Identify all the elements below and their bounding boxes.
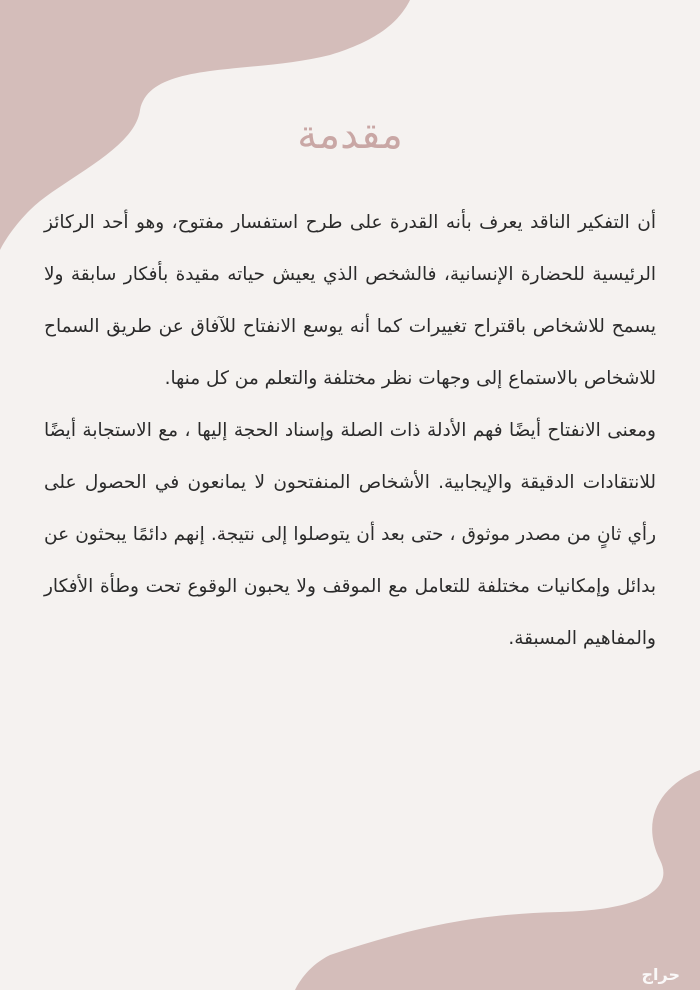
paragraph-1: أن التفكير الناقد يعرف بأنه القدرة على طرح استفسار مفتوح، وهو أحد الركائز الرئيسية للحضارة الإنسانية، فالشخص الذي يعيش حياته مقيدة بأفكار سابقة ولا يسمح للاشخاص باقتراح تغييرات كما أنه يوسع الانفتاح للآفاق عن طريق السماح للاشخاص بالاستماع إلى وجهات نظر مختلفة والتعلم من كل منها.: [44, 212, 656, 389]
bottom-decorative-blob: [0, 740, 700, 990]
bottom-right-blob-shape: [295, 770, 700, 990]
watermark-logo: حراج: [641, 965, 680, 984]
body-text: [44, 197, 656, 665]
page-title: مقدمة: [297, 112, 403, 158]
paragraph-2: ومعنى الانفتاح أيضًا فهم الأدلة ذات الصلة وإسناد الحجة إليها ، مع الاستجابة أيضًا للانتقادات الدقيقة والإيجابية. الأشخاص المنفتحون لا يمانعون في الحصول على رأي ثانٍ من مصدر موثوق ، حتى بعد أن يتوصلوا إلى نتيجة. إنهم دائمًا يبحثون عن بدائل وإمكانيات مختلفة للتعامل مع الموقف ولا يحبون الوقوع تحت وطأة الأفكار والمفاهيم المسبقة.: [44, 420, 656, 649]
